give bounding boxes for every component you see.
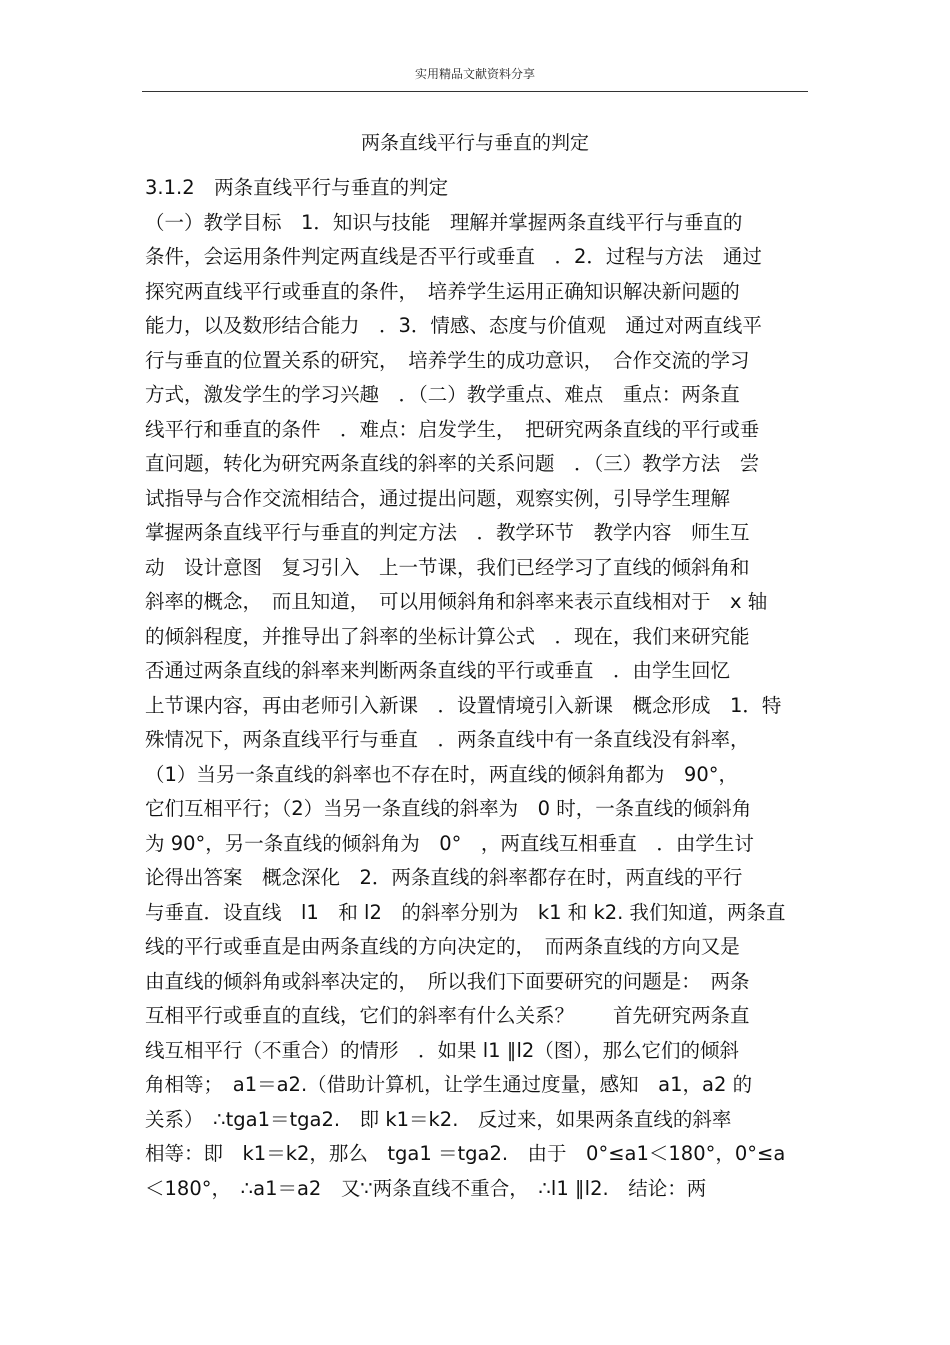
body-line: 试指导与合作交流相结合，通过提出问题，观察实例，引导学生理解	[145, 486, 731, 510]
body-line: 能力，以及数形结合能力 ．3．情感、态度与价值观 通过对两直线平	[145, 314, 762, 337]
body-line: 相等：即 k1＝k2，那么 tga1 ＝tga2. 由于 0°≤a1＜180°，0°≤a	[145, 1142, 786, 1165]
body-line: 行与垂直的位置关系的研究， 培养学生的成功意识， 合作交流的学习	[145, 348, 750, 372]
body-line: ＜180°， ∴a1＝a2 又∵两条直线不重合， ∴l1 ∥l2. 结论：两	[145, 1176, 707, 1200]
body-line: 论得出答案 概念深化 2．两条直线的斜率都存在时，两直线的平行	[145, 866, 743, 889]
body-line: 角相等； a1＝a2.（借助计算机，让学生通过度量，感知 a1，a2 的	[145, 1073, 753, 1096]
body-line: 探究两直线平行或垂直的条件， 培养学生运用正确知识解决新问题的	[145, 279, 740, 303]
body-line: （一）教学目标 1．知识与技能 理解并掌握两条直线平行与垂直的	[145, 210, 743, 234]
body-line: 殊情况下，两条直线平行与垂直 ．两条直线中有一条直线没有斜率，	[145, 728, 750, 751]
document-title: 两条直线平行与垂直的判定	[360, 132, 589, 154]
body-line: 的倾斜程度，并推导出了斜率的坐标计算公式 ．现在，我们来研究能	[145, 624, 750, 648]
body-line: 动 设计意图 复习引入 上一节课，我们已经学习了直线的倾斜角和	[145, 555, 750, 579]
body-line: 线互相平行（不重合）的情形 ．如果 l1 ∥l2（图），那么它们的倾斜	[145, 1038, 740, 1062]
body-line: 方式，激发学生的学习兴趣 ．（二）教学重点、难点 重点：两条直	[145, 383, 740, 406]
body-line: 3.1.2 两条直线平行与垂直的判定	[145, 176, 449, 199]
body-line: 条件，会运用条件判定两直线是否平行或垂直 ．2．过程与方法 通过	[145, 245, 762, 268]
body-line: 由直线的倾斜角或斜率决定的， 所以我们下面要研究的问题是： 两条	[145, 969, 750, 993]
body-line: 线的平行或垂直是由两条直线的方向决定的， 而两条直线的方向又是	[145, 935, 740, 958]
body-line: 与垂直．设直线 l1 和 l2 的斜率分别为 k1 和 k2. 我们知道，两条直	[145, 900, 786, 924]
body-line: 斜率的概念， 而且知道， 可以用倾斜角和斜率来表示直线相对于 x 轴	[145, 590, 768, 613]
body-line: 掌握两条直线平行与垂直的判定方法 ．教学环节 教学内容 师生互	[145, 521, 750, 544]
body-line: 关系） ∴tga1＝tga2. 即 k1＝k2. 反过来，如果两条直线的斜率	[145, 1107, 732, 1131]
body-line: 线平行和垂直的条件 ．难点：启发学生， 把研究两条直线的平行或垂	[145, 417, 760, 441]
body-line: 否通过两条直线的斜率来判断两条直线的平行或垂直 ．由学生回忆	[145, 659, 731, 682]
body-line: 上节课内容，再由老师引入新课 ．设置情境引入新课 概念形成 1．特	[145, 693, 782, 717]
header-divider	[142, 91, 808, 92]
running-header: 实用精品文献资料分享	[414, 67, 535, 81]
body-line: （1）当另一条直线的斜率也不存在时，两直线的倾斜角都为 90°，	[145, 762, 738, 786]
body-line: 为 90°，另一条直线的倾斜角为 0° ，两直线互相垂直 ．由学生讨	[145, 831, 754, 855]
document-body	[145, 171, 810, 1206]
body-line: 互相平行或垂直的直线，它们的斜率有什么关系？ 首先研究两条直	[145, 1004, 750, 1027]
body-line: 直问题，转化为研究两条直线的斜率的关系问题 ．（三）教学方法 尝	[145, 452, 760, 475]
body-line: 它们互相平行；（2）当另一条直线的斜率为 0 时，一条直线的倾斜角	[145, 797, 752, 820]
